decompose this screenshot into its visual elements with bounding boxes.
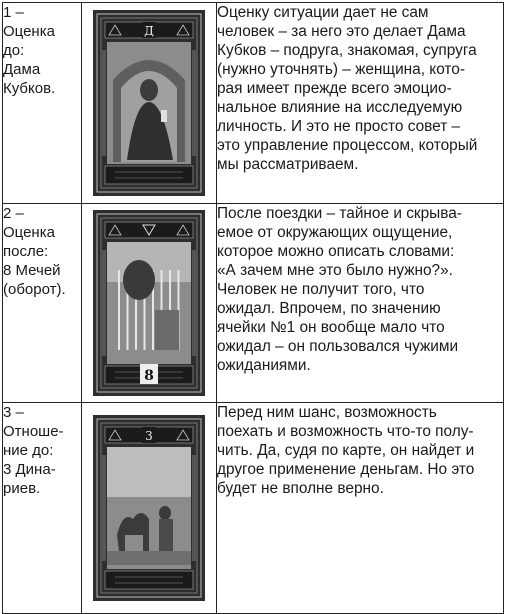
position-label-line: Отноше- (3, 423, 64, 440)
interpretation-line: емое от окружающих ощущение, (217, 224, 453, 241)
table-row (3, 403, 504, 614)
interpretation-line: это управление процессом, который (217, 137, 478, 154)
position-label-line: риев. (3, 480, 41, 497)
interpretation-line: Кубков – подруга, знакомая, супруга (217, 42, 477, 59)
card-cell (82, 403, 217, 614)
interpretation-text (217, 403, 504, 614)
interpretation-line: рая имеет прежде всего эмоцио- (217, 80, 452, 97)
interpretation-line: ячейки №1 он вообще мало что (217, 319, 445, 336)
interpretation-line: другое применение деньгам. Но это (217, 461, 475, 478)
position-label (3, 3, 82, 204)
interpretation-line: Человек не получит того, что (217, 281, 425, 298)
interpretation-text (217, 204, 504, 403)
position-label-line: 8 Мечей (3, 262, 61, 279)
card-number: 8 (144, 368, 154, 384)
position-label-line: до: (3, 42, 25, 59)
interpretation-line: чить. Да, судя по карте, он найдет и (217, 442, 475, 459)
position-label-line: после: (3, 243, 49, 260)
card-top-mark: 3 (145, 429, 153, 443)
table-row (3, 204, 504, 403)
interpretation-line: будет не вполне верно. (217, 480, 384, 497)
position-label (3, 403, 82, 614)
position-label-line: Оценка (3, 224, 55, 241)
position-label-line: 1 – (3, 4, 24, 21)
eight-of-swords-card-icon (93, 210, 205, 396)
position-label-line: Кубков. (3, 80, 56, 97)
card-cell (82, 3, 217, 204)
tarot-spread-table (2, 2, 504, 614)
position-label-line: Дама (3, 61, 41, 78)
interpretation-line: личность. И это не просто совет – (217, 118, 461, 135)
position-label-line: 3 – (3, 404, 24, 421)
interpretation-line: мы рассматриваем. (217, 156, 359, 173)
table-row (3, 3, 504, 204)
interpretation-line: ожидал – он пользовался чужими (217, 338, 459, 355)
interpretation-line: поехать и возможность что-то полу- (217, 423, 474, 440)
card-top-mark: Д (144, 24, 154, 38)
interpretation-line: которое можно описать словами: (217, 243, 455, 260)
interpretation-line: (нужно уточнять) – женщина, кото- (217, 61, 465, 78)
position-label-line: 2 – (3, 205, 24, 222)
interpretation-line: После поездки – тайное и скрыва- (217, 205, 462, 222)
position-label-line: 3 Дина- (3, 461, 56, 478)
position-label-line: ние до: (3, 442, 54, 459)
card-cell (82, 204, 217, 403)
three-of-pentacles-card-icon (93, 415, 205, 601)
position-label-line: (оборот). (3, 281, 66, 298)
interpretation-line: Перед ним шанс, возможность (217, 404, 437, 421)
interpretation-line: ожиданиями. (217, 357, 311, 374)
interpretation-line: нальное влияние на исследуемую (217, 99, 463, 116)
position-label (3, 204, 82, 403)
position-label-line: Оценка (3, 23, 55, 40)
queen-of-cups-card-icon (93, 10, 205, 196)
interpretation-line: ожидал. Впрочем, по значению (217, 300, 441, 317)
interpretation-line: человек – за него это делает Дама (217, 23, 466, 40)
interpretation-text (217, 3, 504, 204)
interpretation-line: Оценку ситуации дает не сам (217, 4, 429, 21)
interpretation-line: «А зачем мне это было нужно?». (217, 262, 453, 279)
